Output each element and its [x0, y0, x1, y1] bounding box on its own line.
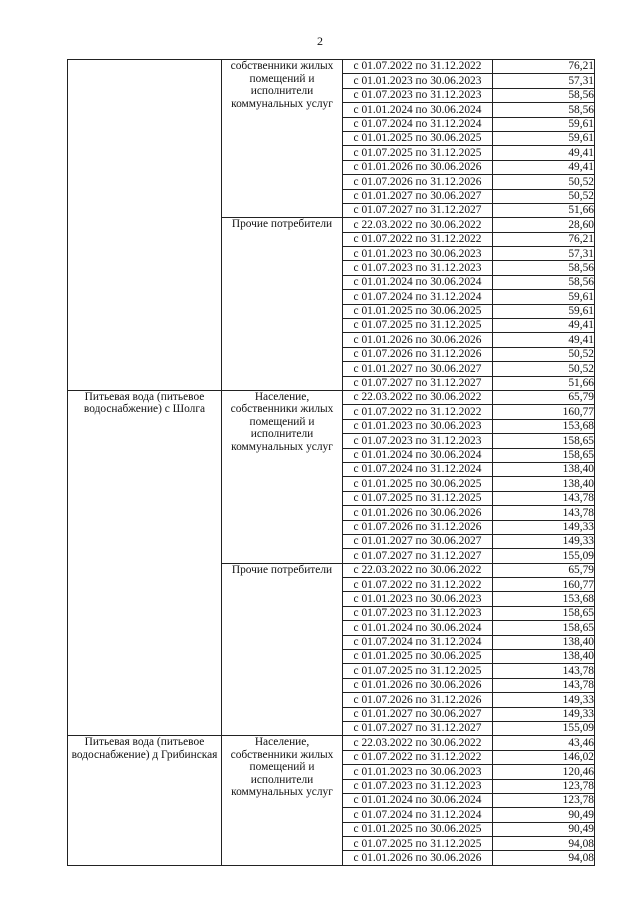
- price-cell: 94,08: [493, 851, 595, 865]
- price-cell: 158,65: [493, 434, 595, 448]
- period-cell: с 01.07.2025 по 31.12.2025: [343, 491, 493, 505]
- period-cell: с 01.07.2024 по 31.12.2024: [343, 635, 493, 649]
- price-cell: 158,65: [493, 621, 595, 635]
- price-cell: 160,77: [493, 405, 595, 419]
- price-cell: 49,41: [493, 160, 595, 174]
- period-cell: с 01.01.2027 по 30.06.2027: [343, 534, 493, 548]
- price-cell: 138,40: [493, 635, 595, 649]
- period-cell: с 01.01.2023 по 30.06.2023: [343, 592, 493, 606]
- period-cell: с 01.01.2027 по 30.06.2027: [343, 189, 493, 203]
- period-cell: с 01.01.2024 по 30.06.2024: [343, 103, 493, 117]
- period-cell: с 01.07.2027 по 31.12.2027: [343, 376, 493, 390]
- period-cell: с 01.01.2026 по 30.06.2026: [343, 506, 493, 520]
- price-cell: 158,65: [493, 606, 595, 620]
- price-cell: 59,61: [493, 131, 595, 145]
- period-cell: с 01.07.2022 по 31.12.2022: [343, 750, 493, 764]
- period-cell: с 01.07.2022 по 31.12.2022: [343, 60, 493, 74]
- consumer-cell: Прочие потребители: [222, 563, 343, 736]
- price-cell: 138,40: [493, 462, 595, 476]
- price-cell: 76,21: [493, 232, 595, 246]
- price-cell: 123,78: [493, 793, 595, 807]
- price-cell: 90,49: [493, 808, 595, 822]
- period-cell: с 01.01.2026 по 30.06.2026: [343, 160, 493, 174]
- consumer-cell: Население, собственники жилых помещений и исполнители коммунальных услуг: [222, 736, 343, 866]
- period-cell: с 01.01.2025 по 30.06.2025: [343, 477, 493, 491]
- price-cell: 43,46: [493, 736, 595, 750]
- price-cell: 50,52: [493, 189, 595, 203]
- period-cell: с 01.01.2023 по 30.06.2023: [343, 765, 493, 779]
- price-cell: 123,78: [493, 779, 595, 793]
- period-cell: с 01.01.2024 по 30.06.2024: [343, 448, 493, 462]
- consumer-cell: Население, собственники жилых помещений и исполнители коммунальных услуг: [222, 390, 343, 563]
- period-cell: с 01.01.2024 по 30.06.2024: [343, 793, 493, 807]
- price-cell: 59,61: [493, 117, 595, 131]
- price-cell: 120,46: [493, 765, 595, 779]
- price-cell: 149,33: [493, 534, 595, 548]
- price-cell: 51,66: [493, 203, 595, 217]
- period-cell: с 01.07.2024 по 31.12.2024: [343, 290, 493, 304]
- period-cell: с 01.07.2024 по 31.12.2024: [343, 808, 493, 822]
- page-number: 2: [317, 34, 323, 48]
- period-cell: с 22.03.2022 по 30.06.2022: [343, 218, 493, 232]
- period-cell: с 01.07.2023 по 31.12.2023: [343, 779, 493, 793]
- price-cell: 153,68: [493, 419, 595, 433]
- period-cell: с 01.07.2024 по 31.12.2024: [343, 117, 493, 131]
- price-cell: 149,33: [493, 693, 595, 707]
- period-cell: с 01.01.2025 по 30.06.2025: [343, 650, 493, 664]
- price-cell: 59,61: [493, 290, 595, 304]
- period-cell: с 01.01.2026 по 30.06.2026: [343, 851, 493, 865]
- price-cell: 149,33: [493, 520, 595, 534]
- period-cell: с 01.07.2023 по 31.12.2023: [343, 606, 493, 620]
- price-cell: 146,02: [493, 750, 595, 764]
- period-cell: с 22.03.2022 по 30.06.2022: [343, 563, 493, 577]
- price-cell: 50,52: [493, 175, 595, 189]
- tariff-table: [67, 59, 595, 866]
- period-cell: с 01.07.2025 по 31.12.2025: [343, 146, 493, 160]
- price-cell: 58,56: [493, 261, 595, 275]
- tariff-table-body: [68, 60, 595, 866]
- price-cell: 149,33: [493, 707, 595, 721]
- consumer-cell: Прочие потребители: [222, 218, 343, 391]
- period-cell: с 01.07.2023 по 31.12.2023: [343, 261, 493, 275]
- price-cell: 50,52: [493, 347, 595, 361]
- period-cell: с 01.07.2022 по 31.12.2022: [343, 578, 493, 592]
- period-cell: с 01.01.2027 по 30.06.2027: [343, 362, 493, 376]
- period-cell: с 22.03.2022 по 30.06.2022: [343, 736, 493, 750]
- period-cell: с 01.07.2024 по 31.12.2024: [343, 462, 493, 476]
- period-cell: с 01.01.2023 по 30.06.2023: [343, 419, 493, 433]
- price-cell: 143,78: [493, 506, 595, 520]
- price-cell: 143,78: [493, 491, 595, 505]
- price-cell: 90,49: [493, 822, 595, 836]
- period-cell: с 01.07.2026 по 31.12.2026: [343, 520, 493, 534]
- period-cell: с 01.07.2022 по 31.12.2022: [343, 405, 493, 419]
- period-cell: с 01.07.2026 по 31.12.2026: [343, 347, 493, 361]
- service-cell: [68, 60, 222, 391]
- price-cell: 49,41: [493, 319, 595, 333]
- period-cell: с 01.07.2025 по 31.12.2025: [343, 319, 493, 333]
- price-cell: 57,31: [493, 247, 595, 261]
- table-row: [68, 60, 595, 74]
- period-cell: с 01.07.2026 по 31.12.2026: [343, 175, 493, 189]
- price-cell: 138,40: [493, 650, 595, 664]
- price-cell: 51,66: [493, 376, 595, 390]
- period-cell: с 01.07.2027 по 31.12.2027: [343, 721, 493, 735]
- period-cell: с 01.01.2023 по 30.06.2023: [343, 74, 493, 88]
- service-cell: Питьевая вода (питьевое водоснабжение) с Шолга: [68, 390, 222, 735]
- price-cell: 158,65: [493, 448, 595, 462]
- price-cell: 138,40: [493, 477, 595, 491]
- period-cell: с 01.07.2022 по 31.12.2022: [343, 232, 493, 246]
- period-cell: с 01.01.2026 по 30.06.2026: [343, 333, 493, 347]
- price-cell: 76,21: [493, 60, 595, 74]
- price-cell: 94,08: [493, 837, 595, 851]
- period-cell: с 01.07.2026 по 31.12.2026: [343, 693, 493, 707]
- period-cell: с 22.03.2022 по 30.06.2022: [343, 390, 493, 404]
- price-cell: 153,68: [493, 592, 595, 606]
- price-cell: 160,77: [493, 578, 595, 592]
- period-cell: с 01.01.2025 по 30.06.2025: [343, 304, 493, 318]
- price-cell: 143,78: [493, 678, 595, 692]
- price-cell: 28,60: [493, 218, 595, 232]
- price-cell: 50,52: [493, 362, 595, 376]
- period-cell: с 01.07.2023 по 31.12.2023: [343, 434, 493, 448]
- period-cell: с 01.01.2026 по 30.06.2026: [343, 678, 493, 692]
- period-cell: с 01.07.2023 по 31.12.2023: [343, 88, 493, 102]
- price-cell: 57,31: [493, 74, 595, 88]
- period-cell: с 01.01.2024 по 30.06.2024: [343, 621, 493, 635]
- price-cell: 49,41: [493, 146, 595, 160]
- period-cell: с 01.07.2027 по 31.12.2027: [343, 549, 493, 563]
- price-cell: 58,56: [493, 88, 595, 102]
- table-row: [68, 390, 595, 404]
- price-cell: 155,09: [493, 549, 595, 563]
- service-cell: Питьевая вода (питьевое водоснабжение) д Грибинская: [68, 736, 222, 866]
- period-cell: с 01.01.2025 по 30.06.2025: [343, 131, 493, 145]
- period-cell: с 01.07.2027 по 31.12.2027: [343, 203, 493, 217]
- price-cell: 143,78: [493, 664, 595, 678]
- table-row: [68, 736, 595, 750]
- price-cell: 49,41: [493, 333, 595, 347]
- period-cell: с 01.01.2027 по 30.06.2027: [343, 707, 493, 721]
- period-cell: с 01.01.2023 по 30.06.2023: [343, 247, 493, 261]
- price-cell: 59,61: [493, 304, 595, 318]
- price-cell: 58,56: [493, 103, 595, 117]
- period-cell: с 01.07.2025 по 31.12.2025: [343, 664, 493, 678]
- price-cell: 65,79: [493, 390, 595, 404]
- period-cell: с 01.07.2025 по 31.12.2025: [343, 837, 493, 851]
- price-cell: 155,09: [493, 721, 595, 735]
- consumer-cell: собственники жилых помещений и исполнители коммунальных услуг: [222, 60, 343, 218]
- period-cell: с 01.01.2025 по 30.06.2025: [343, 822, 493, 836]
- price-cell: 65,79: [493, 563, 595, 577]
- period-cell: с 01.01.2024 по 30.06.2024: [343, 275, 493, 289]
- price-cell: 58,56: [493, 275, 595, 289]
